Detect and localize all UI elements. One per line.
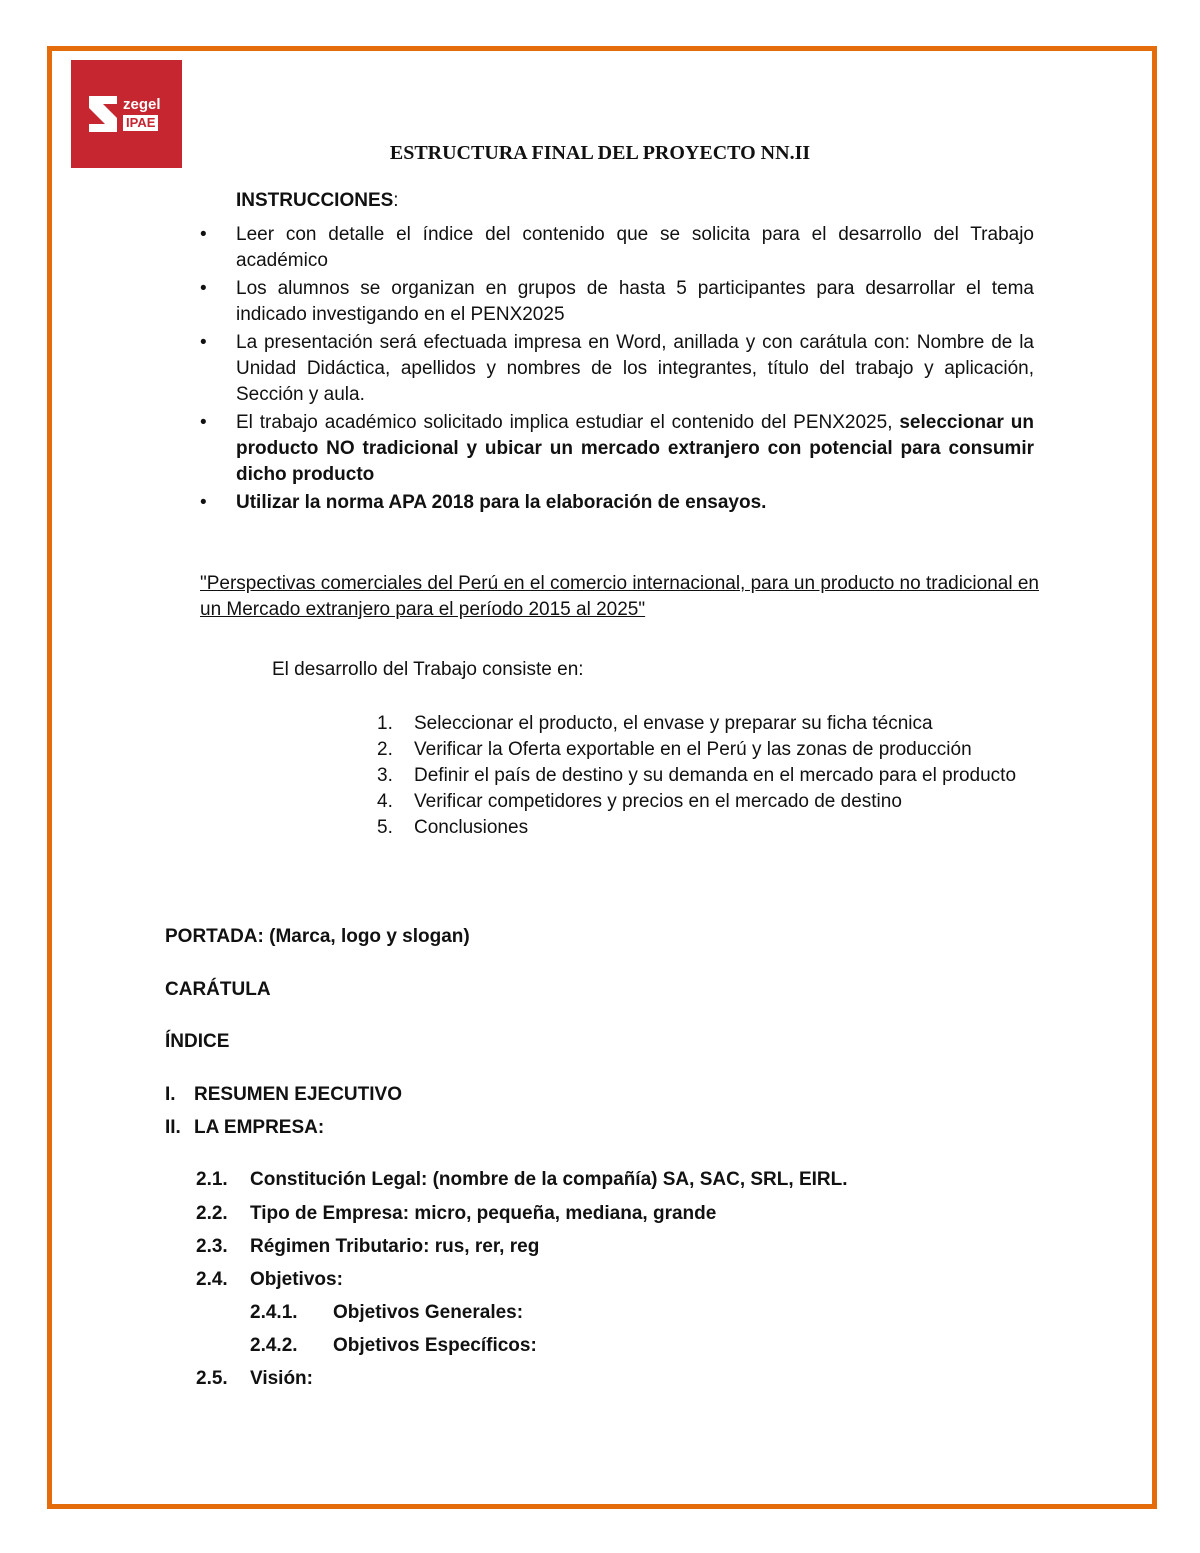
list-item: [377, 815, 1035, 841]
toc-subsection-text: Objetivos:: [250, 1269, 343, 1290]
toc-subsection-number: 2.4.2.: [250, 1335, 298, 1356]
step-number: 5.: [377, 817, 393, 838]
instructions-heading: [236, 190, 399, 212]
list-item: [377, 737, 1035, 763]
instructions-list: [200, 222, 1034, 518]
step-text: Seleccionar el producto, el envase y preparar su ficha técnica: [414, 713, 933, 734]
toc-section-number: I.: [165, 1084, 176, 1105]
instructions-heading-colon: :: [393, 190, 399, 211]
instructions-heading-text: INSTRUCCIONES: [236, 190, 394, 211]
list-item: [200, 222, 1034, 274]
toc-portada: PORTADA: (Marca, logo y slogan): [165, 926, 470, 947]
toc-subsection: [196, 1169, 848, 1191]
toc-subsection-number: 2.4.1.: [250, 1302, 298, 1323]
toc-section: [165, 1117, 324, 1139]
bullet-text: El trabajo académico solicitado implica estudiar el contenido del PENX2025,: [236, 412, 900, 433]
toc-subsection-number: 2.5.: [196, 1368, 228, 1389]
bullet-icon: •: [200, 332, 207, 353]
step-number: 1.: [377, 713, 393, 734]
step-text: Conclusiones: [414, 817, 529, 838]
list-item: [200, 330, 1034, 408]
bullet-bold-text: Utilizar la norma APA 2018 para la elaboración de ensayos.: [236, 492, 767, 513]
bullet-bold-text: seleccionar un producto NO tradicional y ubicar un mercado extranjero con potencial para consumir dicho producto: [236, 412, 1034, 485]
bullet-text: Los alumnos se organizan en grupos de hasta 5 participantes para desarrollar el tema indicado investigando en el PENX2025: [236, 278, 1034, 325]
list-item: [200, 276, 1034, 328]
list-item: [377, 763, 1035, 789]
toc-subsection-text: Tipo de Empresa: micro, pequeña, mediana, grande: [250, 1203, 717, 1224]
bullet-text: Leer con detalle el índice del contenido que se solicita para el desarrollo del Trabajo académico: [236, 224, 1034, 271]
step-text: Verificar la Oferta exportable en el Perú y las zonas de producción: [414, 739, 972, 760]
step-number: 3.: [377, 765, 393, 786]
toc-subsection-text: Visión:: [250, 1368, 313, 1389]
toc-section-text: LA EMPRESA:: [194, 1117, 325, 1138]
bullet-icon: •: [200, 412, 207, 433]
toc-subsection: [196, 1236, 539, 1258]
toc-subsection: [196, 1203, 716, 1225]
toc-subsection-text: Objetivos Específicos:: [333, 1335, 537, 1356]
step-text: Verificar competidores y precios en el mercado de destino: [414, 791, 902, 812]
toc-subsection: [196, 1368, 313, 1390]
logo-sub-text: IPAE: [123, 115, 158, 131]
document-title: ESTRUCTURA FINAL DEL PROYECTO NN.II: [389, 142, 811, 164]
bullet-icon: •: [200, 278, 207, 299]
toc-subsection-number: 2.4.: [196, 1269, 228, 1290]
logo-brand-text: zegel: [123, 96, 161, 113]
toc-subsection-text: Régimen Tributario: rus, rer, reg: [250, 1236, 540, 1257]
toc-subsection: [250, 1335, 537, 1357]
steps-list: [377, 711, 1035, 841]
list-item: [200, 410, 1034, 488]
list-item: [377, 789, 1035, 815]
toc-subsection-number: 2.2.: [196, 1203, 228, 1224]
bullet-icon: •: [200, 492, 207, 513]
list-item: [377, 711, 1035, 737]
toc-subsection: [196, 1269, 343, 1291]
project-topic: "Perspectivas comerciales del Perú en el comercio internacional, para un producto no tradicional en un Mercado extranjero para el período 2015 al 2025": [200, 573, 1039, 620]
development-intro: El desarrollo del Trabajo consiste en:: [272, 659, 584, 680]
toc-caratula: CARÁTULA: [165, 979, 271, 1000]
step-text: Definir el país de destino y su demanda en el mercado para el producto: [414, 765, 1017, 786]
list-item: [200, 490, 1034, 516]
step-number: 2.: [377, 739, 393, 760]
toc-subsection-text: Objetivos Generales:: [333, 1302, 524, 1323]
toc-subsection-text: Constitución Legal: (nombre de la compañía) SA, SAC, SRL, EIRL.: [250, 1169, 848, 1190]
toc-subsection-number: 2.1.: [196, 1169, 228, 1190]
toc-section-text: RESUMEN EJECUTIVO: [194, 1084, 402, 1105]
toc-section: [165, 1084, 402, 1106]
toc-indice: ÍNDICE: [165, 1031, 230, 1052]
toc-subsection-number: 2.3.: [196, 1236, 228, 1257]
toc-section-number: II.: [165, 1117, 181, 1138]
bullet-text: La presentación será efectuada impresa en Word, anillada y con carátula con: Nombre de la Unidad Didáctica, apellidos y nombres de los integrantes, título del trabajo y aplicación, Sección y aula.: [236, 332, 1034, 405]
toc-subsection: [250, 1302, 523, 1324]
bullet-icon: •: [200, 224, 207, 245]
step-number: 4.: [377, 791, 393, 812]
